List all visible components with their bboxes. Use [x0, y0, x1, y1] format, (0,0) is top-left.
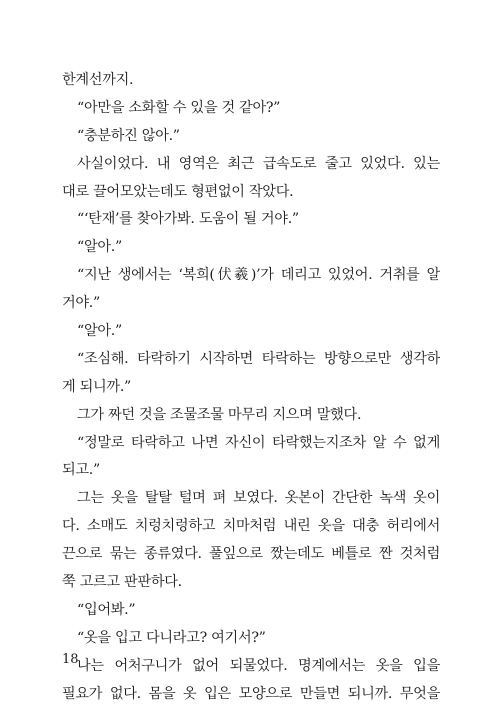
text-line: 나는 어처구니가 없어 되물었다. 명계에서는 옷을 입을	[77, 657, 440, 674]
text-line: 쭉 고르고 판판하다.	[62, 574, 182, 591]
text-line: 끈으로 묶는 종류였다. 풀잎으로 짰는데도 베틀로 짠 것처럼	[62, 546, 440, 563]
text-line: “옷을 입고 다니라고? 여기서?”	[77, 629, 266, 646]
text-line: 다. 소매도 치렁치렁하고 치마처럼 내린 옷을 대충 허리에서	[62, 518, 440, 535]
text-line: “정말로 타락하고 나면 자신이 타락했는지조차 알 수 없게	[77, 434, 440, 451]
text-line: “충분하진 않아.”	[77, 127, 180, 144]
text-line: 필요가 없다. 몸을 옷 입은 모양으로 만들면 되니까. 무엇을	[62, 685, 440, 702]
text-line: “‘탄재’를 찾아가봐. 도움이 될 거야.”	[77, 211, 299, 228]
text-line: “지난 생에서는 ‘복희(伏羲)’가 데리고 있었어. 거취를 알	[77, 267, 440, 284]
text-line: 한계선까지.	[62, 72, 134, 88]
text-line: 그는 옷을 탈탈 털며 펴 보였다. 옷본이 간단한 녹색 옷이	[77, 490, 440, 507]
text-line: 사실이었다. 내 영역은 최근 급속도로 줄고 있었다. 있는	[77, 155, 440, 172]
text-line: “알아.”	[77, 239, 122, 256]
text-line: 대로 끌어모았는데도 형편없이 작았다.	[62, 183, 294, 200]
text-line: 거야.”	[62, 295, 100, 312]
text-line: “알아.”	[77, 323, 122, 340]
text-line: 게 되니까.”	[62, 378, 131, 395]
text-line: “아만을 소화할 수 있을 것 같아?”	[77, 99, 281, 116]
text-line: “조심해. 타락하기 시작하면 타락하는 방향으로만 생각하	[77, 350, 440, 367]
text-line: 되고.”	[62, 462, 100, 479]
text-line: 그가 짜던 것을 조물조물 마무리 지으며 말했다.	[77, 406, 362, 423]
body-text	[62, 67, 440, 708]
page-number: 18	[62, 652, 79, 667]
text-line: “입어봐.”	[77, 601, 136, 618]
